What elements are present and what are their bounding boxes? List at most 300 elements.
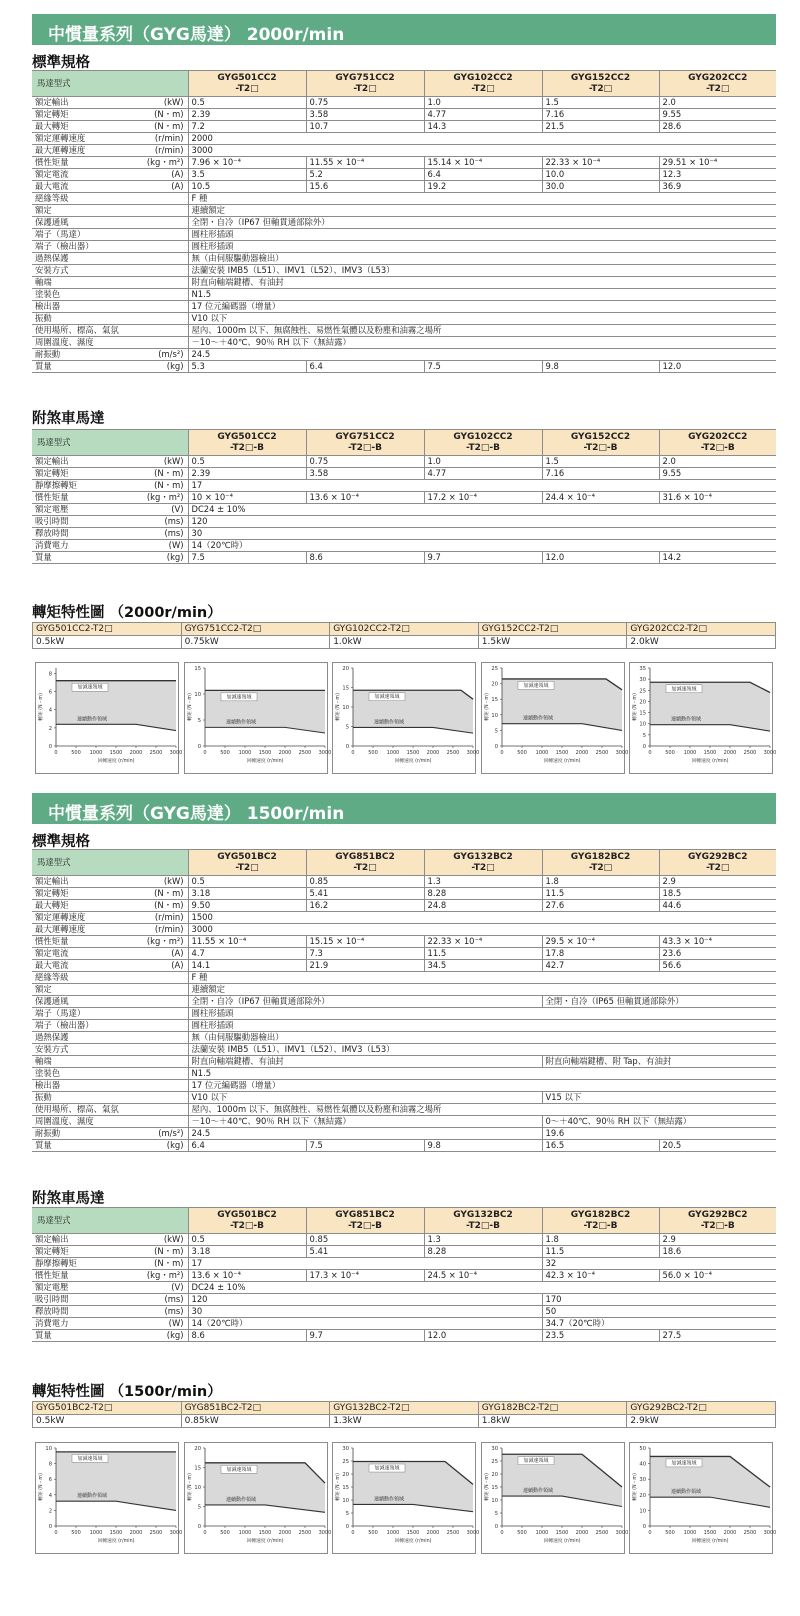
row-label-text: 軸端 — [35, 1056, 52, 1066]
spec-value: 0.85 — [306, 1234, 424, 1246]
row-label-text: 端子（馬達） — [35, 229, 86, 239]
spec-row — [32, 361, 776, 373]
spec-value: 0.5 — [188, 456, 306, 468]
spec-value: 24.5 — [188, 1128, 542, 1140]
row-label — [32, 912, 188, 924]
spec-value: N1.5 — [188, 1068, 776, 1080]
y-tick-label: 4 — [48, 1492, 52, 1499]
x-tick-label: 1500 — [109, 750, 123, 756]
y-tick-label: 25 — [490, 666, 498, 672]
y-tick-label: 20 — [639, 699, 646, 706]
y-tick-label: 0 — [197, 744, 201, 750]
spec-value: 2.0 — [659, 456, 776, 468]
row-unit: (kW) — [163, 456, 184, 466]
spec-value: 17 位元編碼器（增量） — [188, 1080, 776, 1092]
spec-row — [32, 1282, 776, 1294]
x-tick-label: 1500 — [555, 750, 568, 756]
row-label — [32, 361, 188, 373]
spec-value: 1.3 — [424, 1234, 542, 1246]
x-axis-label: 回轉速度 (r/min) — [542, 759, 581, 764]
x-tick-label: 0 — [499, 750, 504, 756]
torque-chart-panel — [35, 1442, 183, 1554]
continuous-region-label: 連續動作領域 — [76, 1493, 108, 1500]
spec-value: 170 — [542, 1294, 776, 1306]
y-tick-label: 0 — [642, 744, 646, 750]
spec-table — [32, 429, 776, 564]
torque-chart — [482, 1443, 626, 1555]
spec-value: 3.18 — [188, 888, 306, 900]
x-axis-label: 回轉速度 (r/min) — [394, 759, 432, 764]
y-tick-label: 5 — [197, 718, 201, 724]
spec-value: 31.6 × 10⁻⁴ — [659, 492, 776, 504]
spec-value: 14.1 — [188, 960, 306, 972]
spec-value: 2.9 — [659, 876, 776, 888]
row-label — [32, 984, 188, 996]
spec-row — [32, 540, 776, 552]
x-tick-label: 0 — [202, 1530, 207, 1536]
y-tick-label: 10 — [193, 692, 201, 698]
y-tick-label: 15 — [193, 666, 201, 672]
torque-model-table — [32, 1401, 776, 1428]
spec-row — [32, 205, 776, 217]
spec-value: 34.5 — [424, 960, 542, 972]
y-tick-label: 0 — [642, 1524, 646, 1530]
x-tick-label: 2500 — [446, 1530, 460, 1536]
row-label — [32, 109, 188, 121]
row-label — [32, 1032, 188, 1044]
torque-output: 1.0kW — [330, 636, 479, 649]
row-label-text: 消費電力 — [35, 1318, 69, 1328]
section-heading: 附煞車馬達 — [32, 1191, 105, 1207]
spec-value: 10 × 10⁻⁴ — [188, 492, 306, 504]
row-unit: (kg・m²) — [146, 936, 184, 946]
spec-row — [32, 109, 776, 121]
y-axis-label: 轉矩 (N・m) — [633, 1473, 638, 1501]
row-label-text: 檢出器 — [35, 301, 61, 311]
y-tick-label: 6 — [48, 689, 52, 696]
y-tick-label: 5 — [345, 724, 349, 731]
row-label-text: 消費電力 — [35, 540, 69, 550]
section-heading: 標準規格 — [32, 55, 90, 71]
model-name: GYG182BC2 -T2□ — [542, 850, 659, 876]
row-label — [32, 133, 188, 145]
spec-value: DC24 ± 10% — [188, 504, 776, 516]
spec-row — [32, 289, 776, 301]
x-axis-label: 回轉速度 (r/min) — [542, 1539, 581, 1544]
x-tick-label: 500 — [219, 1530, 230, 1536]
spec-value: 7.5 — [306, 1140, 424, 1152]
spec-value: 19.2 — [424, 181, 542, 193]
x-tick-label: 1500 — [258, 750, 271, 756]
row-label — [32, 504, 188, 516]
spec-row — [32, 217, 776, 229]
row-unit: (N・m) — [154, 468, 184, 478]
spec-value: 9.55 — [659, 468, 776, 480]
row-label-text: 最大轉矩 — [35, 900, 69, 910]
row-unit: (ms) — [164, 1306, 184, 1316]
row-label-text: 額定轉矩 — [35, 888, 69, 898]
accel-region-label: 加減速領域 — [77, 1455, 103, 1462]
row-label — [32, 1080, 188, 1092]
row-label-text: 最大運轉速度 — [35, 924, 86, 934]
spec-value: 附直向軸端鍵槽、附 Tap、有油封 — [542, 1056, 776, 1068]
spec-value: 7.16 — [542, 109, 659, 121]
accel-region-label: 加減速領域 — [374, 1465, 400, 1472]
torque-output: 2.0kW — [627, 636, 776, 649]
y-tick-label: 4 — [48, 707, 52, 714]
spec-row — [32, 133, 776, 145]
spec-value: 8.28 — [424, 1246, 542, 1258]
model-name: GYG501CC2 -T2□-B — [188, 430, 306, 456]
spec-row — [32, 1116, 776, 1128]
x-tick-label: 2000 — [129, 1530, 143, 1536]
row-label — [32, 157, 188, 169]
y-tick-label: 0 — [494, 744, 498, 750]
row-label-text: 質量 — [35, 552, 52, 562]
row-label-text: 使用場所、標高、氣氛 — [35, 325, 119, 335]
row-label-text: 釋放時間 — [35, 1306, 69, 1316]
row-label — [32, 1128, 188, 1140]
y-tick-label: 20 — [342, 666, 349, 672]
x-tick-label: 3000 — [466, 1530, 480, 1536]
row-unit: (kg・m²) — [146, 157, 184, 167]
spec-row — [32, 1294, 776, 1306]
row-label — [32, 1294, 188, 1306]
row-label — [32, 313, 188, 325]
x-tick-label: 2000 — [723, 1530, 737, 1536]
x-tick-label: 1500 — [555, 1530, 568, 1536]
spec-value: 21.5 — [542, 121, 659, 133]
torque-output: 0.5kW — [33, 636, 182, 649]
spec-row — [32, 1008, 776, 1020]
continuous-region-label: 連續動作領域 — [522, 1488, 553, 1495]
torque-model-table — [32, 622, 776, 649]
x-tick-label: 3000 — [318, 1530, 331, 1536]
row-label — [32, 1306, 188, 1318]
spec-row — [32, 265, 776, 277]
row-unit: (N・m) — [154, 900, 184, 910]
row-label-text: 釋放時間 — [35, 528, 69, 538]
model-name: GYG132BC2 -T2□-B — [424, 1208, 542, 1234]
y-tick-label: 0 — [345, 1524, 349, 1530]
row-unit: (m/s²) — [158, 349, 184, 359]
x-tick-label: 0 — [351, 750, 355, 756]
y-axis-label: 轉矩 (N・m) — [633, 693, 638, 721]
continuous-region-label: 連續動作領域 — [522, 715, 553, 722]
x-tick-label: 500 — [516, 1530, 527, 1536]
y-tick-label: 0 — [48, 744, 52, 750]
spec-row — [32, 948, 776, 960]
spec-row — [32, 996, 776, 1008]
model-name: GYG851BC2 -T2□-B — [306, 1208, 424, 1234]
row-label-text: 靜摩擦轉矩 — [35, 480, 77, 490]
torque-output-row — [33, 636, 776, 649]
accel-region-label: 加減速領域 — [374, 694, 400, 701]
row-label — [32, 528, 188, 540]
spec-value: 6.4 — [188, 1140, 306, 1152]
spec-value: 0.5 — [188, 1234, 306, 1246]
spec-value: 22.33 × 10⁻⁴ — [542, 157, 659, 169]
x-tick-label: 2500 — [149, 1530, 163, 1536]
spec-row — [32, 121, 776, 133]
accel-region-label: 加減速領域 — [671, 1460, 697, 1467]
torque-model-row — [33, 1402, 776, 1415]
spec-row — [32, 1044, 776, 1056]
spec-value: 5.3 — [188, 361, 306, 373]
y-tick-label: 40 — [639, 1461, 646, 1468]
row-label — [32, 229, 188, 241]
x-tick-label: 2000 — [426, 750, 440, 756]
row-label — [32, 301, 188, 313]
spec-value: 無（由伺服驅動器檢出） — [188, 1032, 776, 1044]
spec-value: 4.77 — [424, 109, 542, 121]
spec-value: 24.5 × 10⁻⁴ — [424, 1270, 542, 1282]
spec-value: 7.5 — [424, 361, 542, 373]
spec-row — [32, 888, 776, 900]
x-tick-label: 1000 — [683, 1530, 697, 1536]
spec-value: 16.5 — [542, 1140, 659, 1152]
torque-chart — [36, 1443, 183, 1555]
spec-row — [32, 229, 776, 241]
spec-value: 43.3 × 10⁻⁴ — [659, 936, 776, 948]
row-label-text: 額定電壓 — [35, 504, 69, 514]
y-tick-label: 2 — [48, 725, 52, 732]
spec-row — [32, 468, 776, 480]
torque-model-name: GYG501CC2-T2□ — [33, 623, 182, 636]
spec-value: 9.55 — [659, 109, 776, 121]
spec-value: 5.41 — [306, 1246, 424, 1258]
x-axis-label: 回轉速度 (r/min) — [97, 759, 135, 764]
spec-value: 1.3 — [424, 876, 542, 888]
model-name: GYG132BC2 -T2□ — [424, 850, 542, 876]
x-tick-label: 2500 — [595, 750, 608, 756]
row-unit: (A) — [171, 181, 184, 191]
row-label-text: 額定轉矩 — [35, 109, 69, 119]
row-unit: (r/min) — [154, 912, 184, 922]
x-tick-label: 500 — [368, 1530, 378, 1536]
spec-value: 全閉・自冷（IP67 但軸貫通部除外） — [188, 217, 776, 229]
row-label-text: 塗裝色 — [35, 1068, 61, 1078]
spec-value: 圓柱形插頭 — [188, 229, 776, 241]
row-label-text: 過熱保護 — [35, 1032, 69, 1042]
spec-table — [32, 1207, 776, 1342]
x-tick-label: 1000 — [89, 1530, 103, 1536]
spec-value: 42.3 × 10⁻⁴ — [542, 1270, 659, 1282]
y-tick-label: 15 — [639, 710, 646, 717]
spec-value: 3000 — [188, 145, 776, 157]
continuous-region-label: 連續動作領域 — [373, 1496, 405, 1503]
model-name: GYG202CC2 -T2□-B — [659, 430, 776, 456]
spec-value: 24.4 × 10⁻⁴ — [542, 492, 659, 504]
y-tick-label: 25 — [490, 1459, 498, 1465]
spec-value: 圓柱形插頭 — [188, 241, 776, 253]
spec-value: 11.5 — [542, 888, 659, 900]
row-label — [32, 1092, 188, 1104]
row-label — [32, 960, 188, 972]
row-label — [32, 241, 188, 253]
row-label — [32, 972, 188, 984]
x-tick-label: 1000 — [535, 1530, 548, 1536]
spec-row — [32, 960, 776, 972]
row-label — [32, 1008, 188, 1020]
spec-value: V15 以下 — [542, 1092, 776, 1104]
spec-value: 4.77 — [424, 468, 542, 480]
spec-row — [32, 1068, 776, 1080]
y-tick-label: 5 — [494, 728, 498, 735]
row-unit: (V) — [171, 504, 184, 514]
spec-value: 6.4 — [424, 169, 542, 181]
row-label — [32, 996, 188, 1008]
spec-value: 42.7 — [542, 960, 659, 972]
spec-value: F 種 — [188, 972, 776, 984]
row-label-text: 耐振動 — [35, 349, 61, 359]
spec-row — [32, 145, 776, 157]
spec-value: 2.0 — [659, 97, 776, 109]
x-tick-label: 2500 — [595, 1530, 608, 1536]
torque-chart — [36, 663, 183, 775]
spec-value: 27.5 — [659, 1330, 776, 1342]
x-tick-label: 500 — [665, 1530, 675, 1536]
row-label-text: 慣性矩量 — [35, 157, 69, 167]
x-tick-label: 1000 — [386, 1530, 400, 1536]
model-name: GYG501BC2 -T2□ — [188, 850, 306, 876]
x-tick-label: 3000 — [615, 1530, 628, 1536]
torque-model-name: GYG102CC2-T2□ — [330, 623, 479, 636]
row-label-text: 額定輸出 — [35, 456, 69, 466]
accel-region-label: 加減速領域 — [522, 682, 549, 689]
x-tick-label: 2500 — [149, 750, 163, 756]
x-tick-label: 2000 — [129, 750, 143, 756]
y-tick-label: 15 — [342, 685, 349, 692]
spec-value: 120 — [188, 1294, 542, 1306]
spec-value: 無（由伺服驅動器檢出） — [188, 253, 776, 265]
spec-value: 1.5 — [542, 456, 659, 468]
spec-value: 3.5 — [188, 169, 306, 181]
spec-value: 32 — [542, 1258, 776, 1270]
spec-value: 12.0 — [424, 1330, 542, 1342]
row-label-text: 端子（檢出器） — [35, 1020, 94, 1030]
spec-row — [32, 1270, 776, 1282]
torque-chart-panel — [481, 1442, 628, 1554]
y-tick-label: 15 — [490, 1485, 498, 1491]
x-tick-label: 500 — [665, 750, 675, 756]
model-header-row — [32, 430, 776, 456]
row-label — [32, 1270, 188, 1282]
spec-row — [32, 972, 776, 984]
torque-chart — [482, 663, 626, 775]
spec-value: 10.7 — [306, 121, 424, 133]
model-name: GYG202CC2 -T2□ — [659, 71, 776, 97]
row-label — [32, 1318, 188, 1330]
spec-value: 29.5 × 10⁻⁴ — [542, 936, 659, 948]
torque-chart-panel — [184, 662, 331, 774]
row-label-text: 額定運轉速度 — [35, 912, 86, 922]
x-tick-label: 1000 — [535, 750, 548, 756]
x-tick-label: 1500 — [406, 750, 420, 756]
spec-value: 56.0 × 10⁻⁴ — [659, 1270, 776, 1282]
torque-chart-panel — [332, 662, 480, 774]
row-label-text: 額定轉矩 — [35, 1246, 69, 1256]
spec-value: 13.6 × 10⁻⁴ — [188, 1270, 306, 1282]
row-label-text: 吸引時間 — [35, 516, 69, 526]
section-heading: 轉矩特性圖 （1500r/min） — [32, 1384, 222, 1400]
spec-row — [32, 97, 776, 109]
row-unit: (N・m) — [154, 888, 184, 898]
spec-value: 24.8 — [424, 900, 542, 912]
row-label — [32, 265, 188, 277]
spec-value: 1500 — [188, 912, 776, 924]
row-label-text: 最大電流 — [35, 181, 69, 191]
x-tick-label: 2000 — [278, 750, 291, 756]
spec-value: 27.6 — [542, 900, 659, 912]
spec-value: 8.6 — [306, 552, 424, 564]
model-header-row — [32, 1208, 776, 1234]
x-tick-label: 1500 — [258, 1530, 271, 1536]
spec-value: 全閉・自冷（IP65 但軸貫通部除外） — [542, 996, 776, 1008]
spec-value: 12.3 — [659, 169, 776, 181]
spec-value: 30.0 — [542, 181, 659, 193]
y-tick-label: 50 — [639, 1446, 646, 1452]
spec-row — [32, 1056, 776, 1068]
spec-value: 17.2 × 10⁻⁴ — [424, 492, 542, 504]
x-axis-label: 回轉速度 (r/min) — [97, 1539, 135, 1544]
row-label-text: 振動 — [35, 1092, 52, 1102]
spec-value: 9.8 — [542, 361, 659, 373]
spec-value: 連續額定 — [188, 984, 776, 996]
x-tick-label: 0 — [54, 1530, 58, 1536]
torque-output: 0.85kW — [181, 1415, 330, 1428]
spec-table — [32, 70, 776, 373]
spec-value: 9.50 — [188, 900, 306, 912]
row-label — [32, 948, 188, 960]
accel-region-label: 加減速領域 — [225, 1466, 252, 1473]
row-label — [32, 492, 188, 504]
spec-value: 14.3 — [424, 121, 542, 133]
row-label — [32, 1246, 188, 1258]
spec-value: 10.5 — [188, 181, 306, 193]
spec-row — [32, 1020, 776, 1032]
spec-value: 圓柱形插頭 — [188, 1008, 776, 1020]
continuous-region-label: 連續動作領域 — [225, 1496, 256, 1503]
row-label-text: 最大轉矩 — [35, 121, 69, 131]
spec-value: 14（20℃時） — [188, 1318, 542, 1330]
spec-row — [32, 1234, 776, 1246]
row-label — [32, 900, 188, 912]
spec-value: 30 — [188, 528, 776, 540]
y-tick-label: 25 — [639, 688, 646, 695]
x-tick-label: 2500 — [298, 750, 311, 756]
row-label-text: 端子（檢出器） — [35, 241, 94, 251]
accel-region-label: 加減速領域 — [522, 1458, 549, 1465]
spec-value: 0～＋40℃、90％ RH 以下（無結露） — [542, 1116, 776, 1128]
spec-value: 7.3 — [306, 948, 424, 960]
y-tick-label: 5 — [494, 1511, 498, 1517]
x-axis-label: 回轉速度 (r/min) — [691, 759, 729, 764]
y-tick-label: 20 — [342, 1472, 349, 1478]
row-label-text: 周圍溫度、濕度 — [35, 1116, 94, 1126]
spec-value: 18.6 — [659, 1246, 776, 1258]
spec-row — [32, 1092, 776, 1104]
torque-model-name: GYG851BC2-T2□ — [181, 1402, 330, 1415]
spec-row — [32, 1032, 776, 1044]
x-tick-label: 1000 — [238, 1530, 251, 1536]
model-name: GYG152CC2 -T2□-B — [542, 430, 659, 456]
spec-value: 56.6 — [659, 960, 776, 972]
spec-value: 7.5 — [188, 552, 306, 564]
spec-row — [32, 492, 776, 504]
spec-row — [32, 1246, 776, 1258]
continuous-region-label: 連續動作領域 — [373, 719, 405, 726]
